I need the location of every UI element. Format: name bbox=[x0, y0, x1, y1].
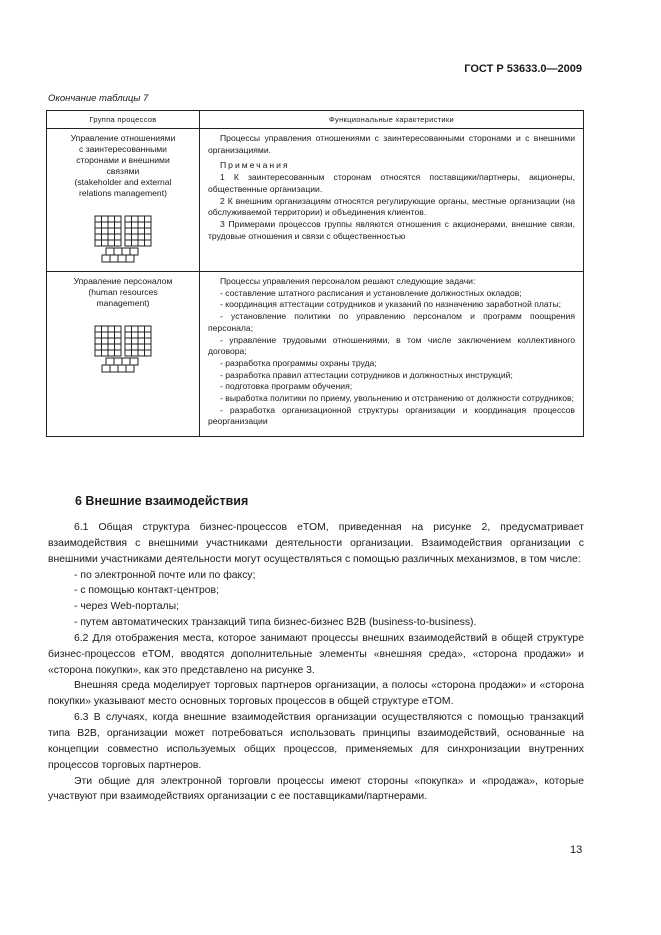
grid-cell bbox=[115, 228, 122, 234]
grid-cell bbox=[126, 365, 134, 372]
grid-cell bbox=[132, 338, 139, 344]
grid-cell bbox=[95, 216, 102, 222]
group-name-line: связями bbox=[106, 166, 140, 176]
list-item: - по электронной почте или по факсу; bbox=[74, 569, 256, 581]
grid-cell bbox=[125, 332, 132, 338]
grid-cell bbox=[125, 350, 132, 356]
list-item: - с помощью контакт-центров; bbox=[74, 585, 219, 597]
paragraph: 6.2 Для отображения места, которое занимают процессы внешних взаимодействий в общей структуре бизнес-процессов eTOM, вводятся дополнительные элементы «внешняя среда», «сторона продажи» и «сторона покупки», как это представлено на рисунке 3. bbox=[48, 632, 584, 676]
grid-cell bbox=[95, 338, 102, 344]
group-name-line: management) bbox=[96, 298, 150, 308]
grid-cell bbox=[145, 216, 152, 222]
grid-cell bbox=[102, 350, 109, 356]
grid-cell bbox=[95, 222, 102, 228]
grid-cell bbox=[132, 240, 139, 246]
grid-cell bbox=[130, 248, 138, 255]
hr-task: - разработка правил аттестации сотрудников и должностных инструкций; bbox=[220, 369, 513, 380]
grid-cell bbox=[115, 240, 122, 246]
grid-cell bbox=[138, 344, 145, 350]
grid-cell bbox=[138, 350, 145, 356]
grid-cell bbox=[138, 332, 145, 338]
grid-cell bbox=[125, 222, 132, 228]
grid-cell bbox=[132, 350, 139, 356]
hr-task: - управление трудовыми отношениями, в том числе заключением коллективного договора; bbox=[208, 334, 575, 357]
grid-cell bbox=[108, 344, 115, 350]
characteristics-cell-stakeholder bbox=[200, 129, 584, 272]
column-header-group: Группа процессов bbox=[47, 111, 200, 129]
group-cell-stakeholder bbox=[47, 129, 200, 272]
hr-intro: Процессы управления персоналом решают следующие задачи: bbox=[220, 276, 476, 286]
grid-cell bbox=[95, 350, 102, 356]
grid-cell bbox=[125, 338, 132, 344]
grid-cell bbox=[132, 344, 139, 350]
grid-cell bbox=[102, 338, 109, 344]
grid-cell bbox=[106, 248, 114, 255]
paragraph: Внешняя среда моделирует торговых партнеров организации, а полосы «сторона продажи» и «сторона покупки» указывают место основных торговых процессов в общей структуре eTOM. bbox=[48, 680, 584, 708]
hr-task: - координация аттестации сотрудников и указаний по назначению заработной платы; bbox=[220, 299, 562, 310]
grid-cell bbox=[102, 326, 109, 332]
grid-cell bbox=[145, 332, 152, 338]
grid-cell bbox=[95, 240, 102, 246]
section-title: 6 Внешние взаимодействия bbox=[75, 494, 249, 508]
grid-cell bbox=[95, 228, 102, 234]
grid-cell bbox=[108, 338, 115, 344]
grid-cell bbox=[115, 350, 122, 356]
grid-cell bbox=[102, 332, 109, 338]
grid-cell bbox=[115, 326, 122, 332]
grid-cell bbox=[125, 344, 132, 350]
grid-cell bbox=[115, 234, 122, 240]
grid-cell bbox=[145, 338, 152, 344]
notes-heading: Примечания bbox=[220, 160, 290, 171]
grid-cell bbox=[138, 326, 145, 332]
grid-cell bbox=[102, 216, 109, 222]
hr-task: - составление штатного расписания и установление должностных окладов; bbox=[220, 287, 522, 298]
grid-cell bbox=[102, 344, 109, 350]
grid-cell bbox=[110, 255, 118, 262]
grid-cell bbox=[138, 228, 145, 234]
grid-cell bbox=[145, 326, 152, 332]
description-text: Процессы управления отношениями с заинтересованными сторонами и с внешними организациями. bbox=[208, 133, 575, 155]
grid-cell bbox=[115, 216, 122, 222]
grid-cell bbox=[108, 216, 115, 222]
characteristics-cell-hr bbox=[200, 272, 584, 437]
grid-cell bbox=[125, 326, 132, 332]
list-item: - через Web-порталы; bbox=[74, 601, 179, 613]
grid-cell bbox=[122, 358, 130, 365]
grid-cell bbox=[145, 234, 152, 240]
grid-cell bbox=[125, 240, 132, 246]
grid-cell bbox=[102, 234, 109, 240]
paragraph: Эти общие для электронной торговли процессы имеют стороны «покупка» и «продажа», которые участвуют при взаимодействиях организации с ее поставщиками/партнерами. bbox=[48, 775, 584, 803]
group-name-line: Управление отношениями bbox=[70, 133, 176, 143]
grid-cell bbox=[145, 344, 152, 350]
grid-cell bbox=[102, 222, 109, 228]
hr-task: - разработка организационной структуры организации и координация процессов реорганизации bbox=[208, 404, 575, 427]
list-item: - путем автоматических транзакций типа бизнес-бизнес B2B (business-to-business). bbox=[74, 617, 477, 629]
grid-cell bbox=[132, 332, 139, 338]
grid-cell bbox=[132, 228, 139, 234]
grid-cell bbox=[138, 222, 145, 228]
grid-cell bbox=[95, 326, 102, 332]
grid-cell bbox=[125, 234, 132, 240]
note-item: 2 К внешним организациям относятся регулирующие органы, местные организации (на обслуживаемой территории) и объединения клиентов. bbox=[208, 195, 575, 218]
table-caption: Окончание таблицы 7 bbox=[48, 93, 149, 104]
group-name-line: Управление персоналом bbox=[73, 276, 173, 286]
grid-cell bbox=[138, 216, 145, 222]
note-item: 3 Примерами процессов группы являются отношения с акционерами, внешние связи, трудовые отношения и связи с общественностью bbox=[208, 218, 575, 241]
table-row bbox=[47, 129, 584, 272]
grid-cell bbox=[115, 338, 122, 344]
grid-cell bbox=[114, 248, 122, 255]
grid-cell bbox=[130, 358, 138, 365]
grid-cell bbox=[108, 350, 115, 356]
grid-cell bbox=[132, 216, 139, 222]
grid-cell bbox=[122, 248, 130, 255]
grid-cell bbox=[138, 240, 145, 246]
etom-grid-icon bbox=[94, 325, 152, 377]
paragraph: 6.3 В случаях, когда внешние взаимодействия организации осуществляются с помощью транзакций типа B2B, организации может потребоваться использовать принципы взаимодействий, основанные на концепции совместно используемых общих процессов, применяемых для синхронизации внутренних процессов торговых партнеров. bbox=[48, 712, 584, 771]
grid-cell bbox=[145, 350, 152, 356]
grid-cell bbox=[108, 240, 115, 246]
grid-cell bbox=[118, 365, 126, 372]
group-cell-hr bbox=[47, 272, 200, 437]
grid-cell bbox=[145, 222, 152, 228]
table-row bbox=[47, 272, 584, 437]
standard-designation: ГОСТ Р 53633.0—2009 bbox=[464, 63, 582, 75]
grid-cell bbox=[108, 332, 115, 338]
group-name-line: с заинтересованными bbox=[79, 144, 167, 154]
grid-cell bbox=[125, 228, 132, 234]
column-header-characteristics: Функциональные характеристики bbox=[200, 111, 584, 129]
grid-cell bbox=[95, 234, 102, 240]
grid-cell bbox=[115, 344, 122, 350]
grid-cell bbox=[145, 228, 152, 234]
etom-grid-icon bbox=[94, 215, 152, 267]
grid-cell bbox=[145, 240, 152, 246]
hr-task: - разработка программы охраны труда; bbox=[220, 357, 377, 368]
grid-cell bbox=[108, 326, 115, 332]
grid-cell bbox=[138, 338, 145, 344]
grid-cell bbox=[108, 234, 115, 240]
group-name-line: сторонами и внешними bbox=[76, 155, 170, 165]
process-groups-table bbox=[46, 110, 584, 437]
grid-cell bbox=[108, 222, 115, 228]
grid-cell bbox=[132, 234, 139, 240]
hr-task: - установление политики по управлению персоналом и программ поощрения персонала; bbox=[208, 311, 575, 333]
grid-cell bbox=[115, 222, 122, 228]
grid-cell bbox=[114, 358, 122, 365]
grid-cell bbox=[108, 228, 115, 234]
group-name-line: relations management) bbox=[79, 188, 167, 198]
grid-cell bbox=[118, 255, 126, 262]
group-name-line: (stakeholder and external bbox=[74, 177, 172, 187]
grid-cell bbox=[115, 332, 122, 338]
grid-cell bbox=[102, 240, 109, 246]
grid-cell bbox=[102, 255, 110, 262]
hr-task: - выработка политики по приему, увольнению и отстранению от должности сотрудников; bbox=[220, 393, 574, 404]
section-body bbox=[48, 520, 584, 805]
table-header-row bbox=[47, 111, 584, 129]
grid-cell bbox=[102, 228, 109, 234]
grid-cell bbox=[106, 358, 114, 365]
grid-cell bbox=[95, 332, 102, 338]
grid-cell bbox=[125, 216, 132, 222]
note-item: 1 К заинтересованным сторонам относятся поставщики/партнеры, акционеры, общественные организации. bbox=[208, 172, 575, 194]
paragraph: 6.1 Общая структура бизнес-процессов eTOM, приведенная на рисунке 2, предусматривает взаимодействия с внешними участниками деятельности организации. Взаимодействия организации с внешними участниками деятельности могут осуществляться с помощью различных механизмов, в том числе: bbox=[48, 522, 584, 565]
hr-task: - подготовка программ обучения; bbox=[220, 381, 353, 392]
group-name-line: (human resources bbox=[88, 287, 158, 297]
grid-cell bbox=[102, 365, 110, 372]
grid-cell bbox=[138, 234, 145, 240]
grid-cell bbox=[132, 222, 139, 228]
grid-cell bbox=[110, 365, 118, 372]
grid-cell bbox=[132, 326, 139, 332]
page-number: 13 bbox=[570, 844, 583, 856]
grid-cell bbox=[126, 255, 134, 262]
grid-cell bbox=[95, 344, 102, 350]
